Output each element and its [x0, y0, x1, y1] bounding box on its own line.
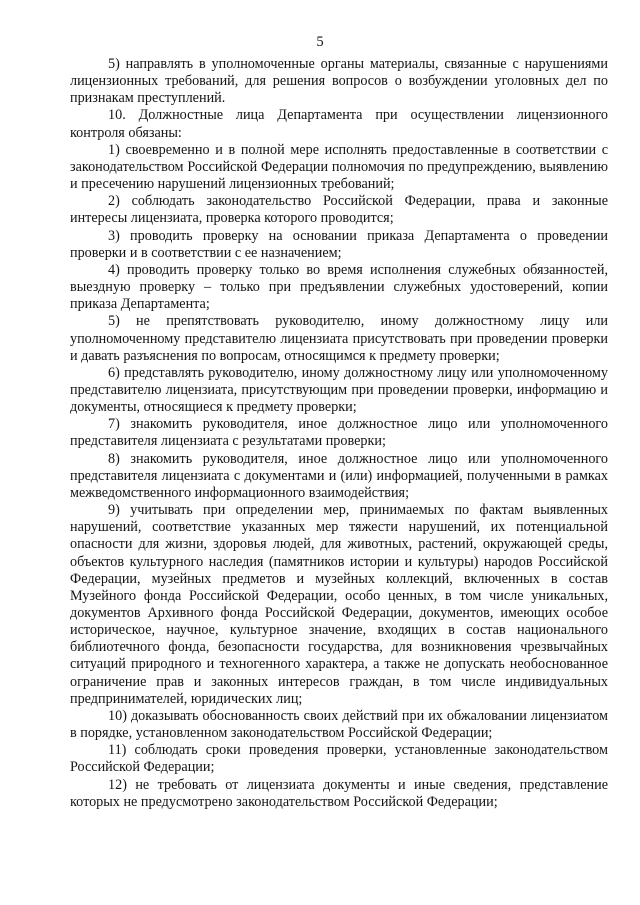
- obligation-item-8: 8) знакомить руководителя, иное должностное лицо или уполномоченного представителя лицензиата с документами и (или) информацией, полученными в рамках межведомственного информационного взаимодействия;: [70, 450, 608, 501]
- obligation-item-6: 6) представлять руководителю, иному должностному лицу или уполномоченному представителю лицензиата, присутствующим при проведении проверки, информацию и документы, относящиеся к предмету проверки;: [70, 364, 608, 416]
- obligation-item-7: 7) знакомить руководителя, иное должностное лицо или уполномоченного представителя лицензиата с результатами проверки;: [70, 416, 608, 450]
- document-body: [70, 56, 608, 811]
- obligation-item-4: 4) проводить проверку только во время исполнения служебных обязанностей, выездную проверку – только при предъявлении служебных удостоверений, копии приказа Департамента;: [70, 261, 608, 313]
- obligation-item-5: 5) не препятствовать руководителю, иному должностному лицу или уполномоченному представителю лицензиата присутствовать при проведении проверки и давать разъяснения по вопросам, относящимся к предмету проверки;: [70, 313, 608, 364]
- obligation-item-12: 12) не требовать от лицензиата документы и иные сведения, представление которых не предусмотрено законодательством Российской Федерации;: [70, 776, 608, 810]
- obligation-item-3: 3) проводить проверку на основании приказа Департамента о проведении проверки и в соответствии с ее назначением;: [70, 227, 608, 261]
- obligation-item-10: 10) доказывать обоснованность своих действий при их обжаловании лицензиатом в порядке, установленном законодательством Российской Федерации;: [70, 707, 608, 742]
- obligation-item-11: 11) соблюдать сроки проведения проверки, установленные законодательством Российской Федерации;: [70, 742, 608, 776]
- paragraph-item-5-authority-referral: 5) направлять в уполномоченные органы материалы, связанные с нарушениями лицензионных требований, для решения вопросов о возбуждении уголовных дел по признакам преступлений.: [70, 56, 608, 107]
- obligation-item-2: 2) соблюдать законодательство Российской Федерации, права и законные интересы лицензиата, проверка которого проводится;: [70, 193, 608, 227]
- page-number: 5: [316, 34, 324, 50]
- paragraph-10-heading: 10. Должностные лица Департамента при осуществлении лицензионного контроля обязаны:: [70, 107, 608, 141]
- obligation-item-1: 1) своевременно и в полной мере исполнять предоставленные в соответствии с законодательством Российской Федерации полномочия по предупреждению, выявлению и пресечению нарушений лицензионных требований;: [70, 141, 608, 193]
- obligation-item-9: 9) учитывать при определении мер, принимаемых по фактам выявленных нарушений, соответствие указанных мер тяжести нарушений, их потенциальной опасности для жизни, здоровья людей, для животных, растений, окружающей среды, объектов культурного наследия (памятников истории и культуры) народов Российской Федерации, музейных предметов и музейных коллекций, включенных в состав Музейного фонда Российской Федерации, особо ценных, в том числе уникальных, документов Архивного фонда Российской Федерации, документов, имеющих особое историческое, научное, культурное значение, входящих в состав национального библиотечного фонда, безопасности государства, для возникновения чрезвычайных ситуаций природного и техногенного характера, а также не допускать необоснованное ограничение прав и законных интересов граждан, в том числе индивидуальных предпринимателей, юридических лиц;: [70, 502, 608, 707]
